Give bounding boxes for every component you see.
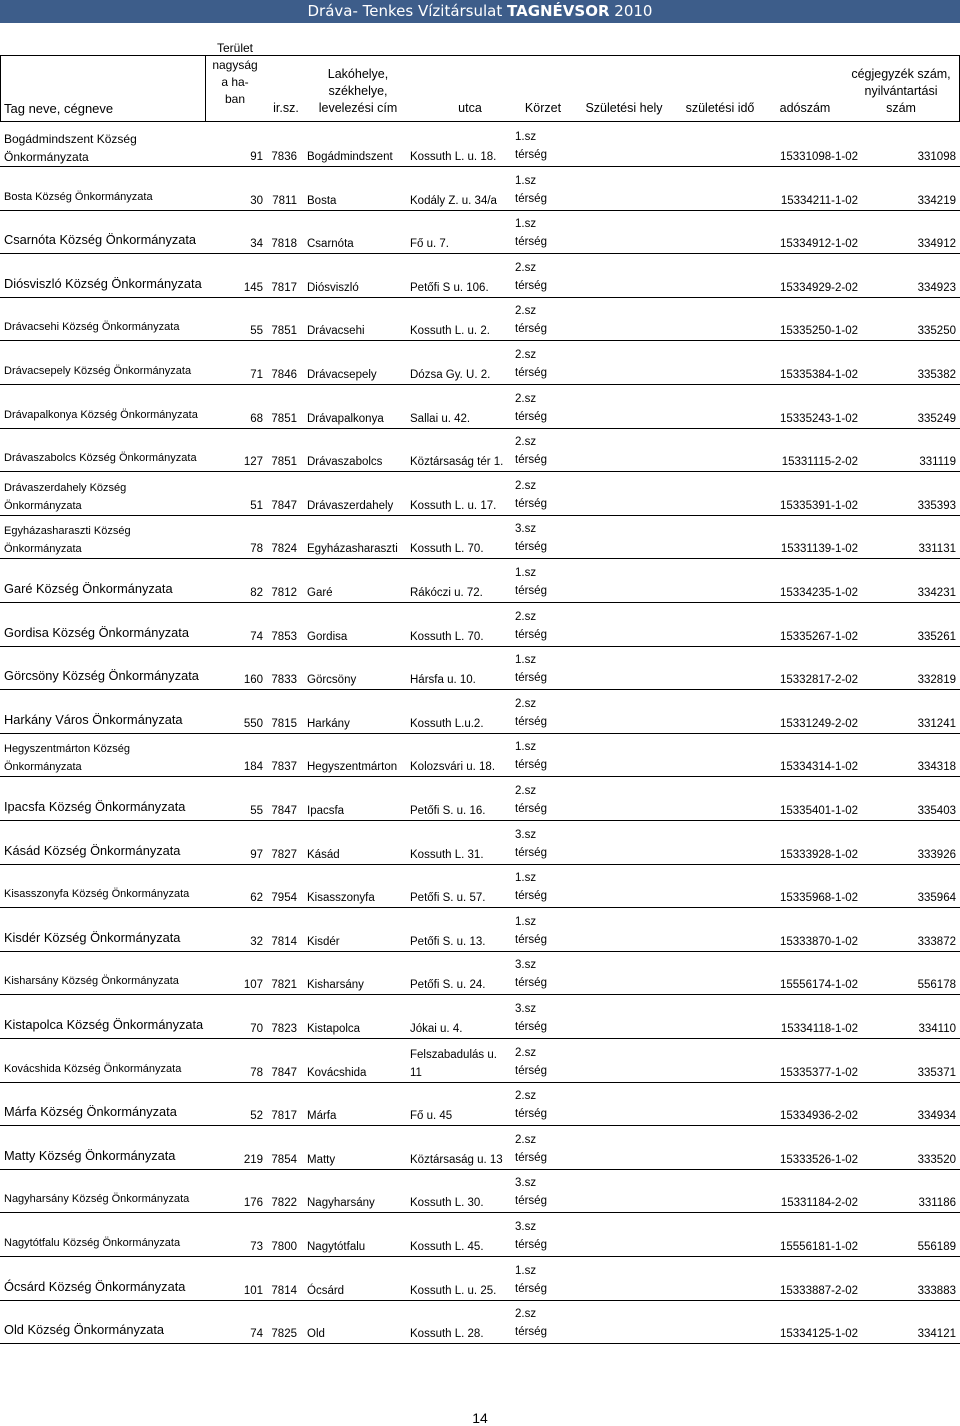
cell-street: Kossuth L.u.2. [410,717,484,730]
row-border [0,907,960,908]
cell-street: Köztársaság tér 1. [410,456,504,469]
cell-street: Hársfa u. 10. [410,674,476,687]
cell-zip: 7837 [271,761,297,774]
cell-street: Rákóczi u. 72. [410,587,483,599]
row-border [0,820,960,821]
cell-street: Petőfi S. u. 13. [410,935,486,948]
cell-city: Kisasszonyfa [307,892,375,905]
cell-city: Kisharsány [307,979,364,992]
cell-zip: 7833 [271,674,297,687]
cell-zip: 7814 [271,935,297,948]
table-row [0,649,960,693]
cell-street: Petőfi S. u. 57. [410,892,486,905]
cell-name: Márfa Község Önkormányzata [4,1104,177,1120]
cell-area: 74 [250,1328,263,1341]
cell-zip: 7851 [271,456,297,469]
cell-region: 1.sz térség [515,915,547,946]
cell-name: Drávacsepely Község Önkormányzata [4,365,192,377]
table-row [0,344,960,388]
row-border [0,1212,960,1213]
cell-corp: 334121 [917,1328,956,1341]
cell-street: Kossuth L. u. 2. [410,325,490,338]
cell-corp: 334923 [917,281,956,294]
table-row [0,562,960,606]
table-row [0,1216,960,1260]
cell-city: Hegyszentmárton [307,761,398,774]
cell-zip: 7821 [271,979,297,992]
table-row [0,213,960,257]
cell-city: Drávaszabolcs [307,456,383,469]
cell-name: Ócsárd Község Önkormányzata [4,1278,186,1294]
cell-area: 74 [250,630,263,643]
cell-name: Drávapalkonya Község Önkormányzata [4,408,198,421]
cell-region: 2.sz térség [515,785,547,815]
cell-corp: 334219 [917,194,956,207]
cell-corp: 335371 [917,1066,956,1079]
cell-zip: 7823 [271,1023,297,1035]
row-border [0,1125,960,1126]
cell-corp: 331131 [918,543,956,556]
cell-tax: 15335384-1-02 [779,369,858,381]
row-border [0,1343,960,1344]
table-row [0,431,960,475]
cell-city: Drávacsehi [307,325,365,338]
cell-city: Görcsöny [307,674,357,687]
header-region: Körzet [524,101,562,115]
cell-name: Diósviszló Község Önkormányzata [4,275,202,291]
cell-region: 3.sz térség [515,959,547,990]
cell-name: Görcsöny Község Önkormányzata [4,668,199,684]
header-tax: adószám [779,101,831,115]
cell-tax: 15333526-1-02 [779,1153,858,1166]
cell-corp: 332819 [917,674,956,687]
row-border [0,210,960,211]
row-border [0,384,960,385]
cell-street: Felszabadulás u. 11 [410,1048,497,1079]
cell-area: 91 [250,151,263,163]
cell-name: Matty Község Önkormányzata [4,1147,176,1163]
table-row [0,693,960,737]
cell-tax: 15334912-1-02 [779,238,858,251]
cell-name: Gordisa Község Önkormányzata [4,624,189,640]
cell-street: Fő u. 45 [410,1110,453,1123]
cell-name: Nagytótfalu Község Önkormányzata [4,1237,181,1249]
cell-region: 3.sz térség [515,523,547,554]
cell-corp: 335250 [917,325,956,338]
header-street: utca [458,101,482,115]
header-birthplace: Születési hely [585,101,663,115]
cell-zip: 7827 [271,848,297,861]
row-border [0,994,960,995]
cell-zip: 7800 [271,1241,297,1253]
cell-area: 73 [250,1241,263,1253]
cell-street: Petőfi S. u. 16. [410,805,486,817]
cell-zip: 7954 [271,892,297,905]
cell-street: Dózsa Gy. U. 2. [410,369,491,381]
cell-area: 62 [250,892,263,905]
header-divider-left [0,55,1,121]
table-row [0,1085,960,1129]
cell-name: Nagyharsány Község Önkormányzata [4,1193,190,1206]
cell-corp: 333872 [917,935,956,948]
cell-corp: 333926 [917,848,956,861]
cell-zip: 7846 [271,369,297,381]
cell-area: 127 [243,456,263,469]
cell-corp: 333520 [917,1153,956,1166]
cell-area: 176 [243,1197,263,1210]
cell-zip: 7836 [271,151,297,163]
cell-name: Harkány Város Önkormányzata [4,711,183,727]
cell-tax: 15334929-2-02 [779,281,858,294]
header-corp: cégjegyzék szám, nyilvántartási szám [851,67,951,115]
cell-area: 55 [250,325,263,338]
cell-region: 1.sz térség [515,1264,547,1295]
row-border [0,1038,960,1039]
cell-city: Kásád [307,848,340,861]
cell-street: Petőfi S u. 106. [410,281,489,294]
cell-tax: 15335243-1-02 [779,412,858,425]
cell-street: Petőfi S. u. 24. [410,979,486,992]
cell-region: 2.sz térség [515,479,547,510]
cell-city: Matty [307,1153,336,1166]
cell-city: Nagytótfalu [307,1241,366,1253]
cell-city: Drávapalkonya [307,412,384,425]
table-row [0,824,960,868]
cell-corp: 334318 [917,761,956,774]
cell-street: Sallai u. 42. [410,412,471,425]
row-border [0,471,960,472]
cell-name: Hegyszentmárton Község Önkormányzata [4,743,130,774]
banner-prefix: Dráva- Tenkes Vízitársulat [307,2,508,20]
cell-tax: 15331139-1-02 [780,543,858,556]
cell-name: Kisdér Község Önkormányzata [4,929,181,945]
table-row [0,170,960,214]
cell-corp: 333883 [917,1284,956,1297]
row-border [0,1300,960,1301]
table-row [0,126,960,170]
cell-street: Kossuth L. u. 18. [410,151,497,163]
cell-tax: 15335401-1-02 [779,805,858,817]
row-border [0,253,960,254]
cell-region: 2.sz térség [515,1133,547,1164]
cell-name: Kásád Község Önkormányzata [4,842,181,858]
cell-area: 71 [250,369,263,381]
cell-name: Garé Község Önkormányzata [4,581,173,596]
cell-tax: 15556174-1-02 [779,979,858,992]
row-border [0,1256,960,1257]
cell-name: Kisasszonyfa Község Önkormányzata [4,888,190,901]
cell-tax: 15335267-1-02 [779,630,858,643]
row-border [0,1169,960,1170]
cell-corp: 331119 [919,456,956,469]
cell-region: 1.sz térség [515,654,547,685]
row-border [0,1082,960,1083]
cell-tax: 15333887-2-02 [779,1284,858,1297]
table-row [0,257,960,301]
cell-tax: 15333928-1-02 [779,848,858,861]
header-zip: ir.sz. [273,101,299,115]
cell-area: 51 [250,499,263,512]
cell-name: Drávacsehi Község Önkormányzata [4,321,180,334]
table-row [0,606,960,650]
cell-area: 32 [250,935,263,948]
cell-street: Kossuth L. 70. [410,543,484,556]
row-border [0,428,960,429]
cell-name: Egyházasharaszti Község Önkormányzata [4,525,131,556]
cell-zip: 7847 [271,1066,297,1079]
cell-name: Csarnóta Község Önkormányzata [4,232,197,248]
cell-zip: 7814 [271,1284,297,1297]
cell-zip: 7824 [271,543,297,556]
table-row [0,911,960,955]
cell-tax: 15334125-1-02 [779,1328,858,1341]
cell-region: 2.sz térség [515,1046,547,1077]
cell-name: Kovácshida Község Önkormányzata [4,1062,182,1075]
cell-city: Kisdér [307,935,340,948]
cell-zip: 7811 [272,194,297,207]
cell-city: Csarnóta [307,238,354,251]
cell-tax: 15334118-1-02 [780,1023,858,1035]
cell-region: 2.sz térség [515,1308,547,1339]
cell-city: Márfa [307,1110,337,1123]
cell-street: Fő u. 7. [410,238,449,251]
table-row [0,1042,960,1086]
cell-region: 2.sz térség [515,349,547,379]
cell-corp: 556178 [917,979,956,992]
cell-area: 184 [243,761,263,774]
cell-area: 30 [250,194,263,207]
row-border [0,602,960,603]
cell-region: 3.sz térség [515,1177,547,1208]
cell-corp: 334934 [917,1110,956,1123]
cell-tax: 15331098-1-02 [779,151,858,163]
cell-area: 97 [250,848,263,861]
cell-region: 2.sz térség [515,697,547,728]
table-row [0,300,960,344]
row-border [0,951,960,952]
cell-region: 1.sz térség [515,174,547,205]
cell-city: Old [307,1328,325,1341]
table-row [0,518,960,562]
cell-name: Old Község Önkormányzata [4,1322,165,1338]
cell-area: 550 [243,717,263,730]
table-row [0,867,960,911]
cell-region: 1.sz térség [515,872,547,903]
cell-name: Drávaszerdahely Község Önkormányzata [4,481,127,512]
cell-zip: 7815 [271,717,297,730]
cell-zip: 7812 [271,587,297,599]
cell-name: Drávaszabolcs Község Önkormányzata [4,452,197,465]
cell-street: Kossuth L. 30. [410,1197,484,1210]
cell-tax: 15335377-1-02 [779,1066,858,1079]
table-row [0,1303,960,1347]
cell-name: Bosta Község Önkormányzata [4,190,153,203]
cell-area: 78 [250,1066,263,1079]
cell-region: 1.sz térség [515,741,547,772]
cell-name: Kisharsány Község Önkormányzata [4,975,179,988]
cell-region: 2.sz térség [515,261,547,292]
cell-zip: 7854 [271,1153,297,1166]
cell-corp: 335393 [917,499,956,512]
cell-city: Drávacsepely [307,369,377,381]
table-row [0,1129,960,1173]
cell-street: Köztársaság u. 13 [410,1153,503,1166]
cell-street: Kodály Z. u. 34/a [410,194,497,207]
row-border [0,340,960,341]
cell-corp: 334231 [917,587,956,599]
page-number: 14 [472,1410,488,1426]
cell-tax: 15334936-2-02 [779,1110,858,1123]
row-border [0,558,960,559]
cell-area: 107 [243,979,263,992]
cell-tax: 15335391-1-02 [779,499,858,512]
cell-region: 2.sz térség [515,305,547,336]
cell-street: Kolozsvári u. 18. [410,761,496,774]
cell-tax: 15334235-1-02 [779,587,858,599]
cell-zip: 7818 [271,238,297,251]
cell-name: Bogádmindszent Község Önkormányzata [4,132,137,164]
cell-city: Gordisa [307,630,348,643]
table-row [0,780,960,824]
cell-area: 219 [243,1153,263,1166]
cell-zip: 7851 [271,325,297,338]
row-border [0,776,960,777]
cell-tax: 15556181-1-02 [779,1241,858,1253]
banner-bold: TAGNÉVSOR [507,2,610,20]
table-row [0,998,960,1042]
table-row [0,1260,960,1304]
cell-region: 1.sz térség [515,218,547,249]
cell-city: Drávaszerdahely [307,499,394,512]
cell-corp: 335261 [917,630,956,643]
cell-area: 101 [243,1284,263,1297]
cell-city: Bosta [307,194,337,207]
cell-area: 34 [250,238,263,251]
cell-city: Kovácshida [307,1066,367,1079]
cell-tax: 15334211-1-02 [780,194,858,207]
cell-street: Kossuth L. 70. [410,630,484,643]
cell-corp: 335249 [917,412,956,425]
table-row [0,475,960,519]
cell-zip: 7853 [271,630,297,643]
row-border [0,689,960,690]
cell-region: 3.sz térség [515,1221,547,1251]
cell-zip: 7851 [271,412,297,425]
cell-name: Ipacsfa Község Önkormányzata [4,799,186,814]
cell-region: 1.sz térség [515,567,547,597]
cell-city: Ócsárd [307,1284,345,1297]
cell-street: Kossuth L. 31. [410,848,484,861]
cell-city: Nagyharsány [307,1197,375,1210]
cell-street: Kossuth L. u. 17. [410,499,497,512]
cell-street: Jókai u. 4. [410,1023,463,1035]
header-divider-area [205,55,206,121]
header-name: Tag neve, cégneve [4,101,114,116]
cell-zip: 7822 [271,1197,297,1210]
banner-suffix: 2010 [609,2,653,20]
cell-tax: 15331115-2-02 [781,456,858,469]
cell-tax: 15335250-1-02 [779,325,858,338]
cell-corp: 331186 [918,1197,956,1210]
cell-region: 2.sz térség [515,1090,547,1121]
cell-area: 160 [243,674,263,687]
cell-corp: 331241 [917,717,956,730]
cell-zip: 7825 [271,1328,297,1341]
cell-area: 55 [250,805,263,817]
header-bottom-border [0,121,960,122]
table-row [0,954,960,998]
cell-region: 1.sz térség [515,131,547,161]
cell-street: Kossuth L. 45. [410,1241,484,1253]
header-area: Terület nagyság a ha- ban [212,41,258,106]
cell-zip: 7817 [271,1110,297,1123]
cell-tax: 15333870-1-02 [779,935,858,948]
cell-city: Ipacsfa [307,805,345,817]
cell-region: 3.sz térség [515,828,547,859]
cell-region: 2.sz térség [515,392,547,423]
cell-tax: 15335968-1-02 [779,892,858,905]
cell-city: Harkány [307,717,350,730]
cell-region: 3.sz térség [515,1003,547,1033]
cell-city: Egyházasharaszti [307,543,398,556]
row-border [0,166,960,167]
cell-tax: 15334314-1-02 [779,761,858,774]
cell-area: 70 [250,1023,263,1035]
row-border [0,864,960,865]
cell-corp: 335964 [917,892,956,905]
cell-corp: 556189 [917,1241,956,1253]
cell-city: Garé [307,587,333,599]
cell-tax: 15331249-2-02 [779,717,858,730]
document-banner [0,0,960,23]
cell-corp: 331098 [917,151,956,163]
cell-city: Diósviszló [307,281,359,294]
cell-area: 82 [250,587,263,599]
cell-region: 2.sz térség [515,610,547,641]
cell-area: 52 [250,1110,263,1123]
cell-city: Kistapolca [307,1023,361,1035]
cell-corp: 334912 [917,238,956,251]
cell-corp: 335382 [917,369,956,381]
row-border [0,733,960,734]
row-border [0,297,960,298]
header-top-border [0,55,960,56]
row-border [0,646,960,647]
cell-area: 145 [243,281,263,294]
cell-name: Kistapolca Község Önkormányzata [4,1017,204,1032]
cell-area: 78 [250,543,263,556]
cell-tax: 15331184-2-02 [780,1197,858,1210]
cell-street: Kossuth L. u. 25. [410,1284,497,1297]
cell-street: Kossuth L. 28. [410,1328,484,1341]
cell-zip: 7847 [271,805,297,817]
cell-corp: 335403 [917,805,956,817]
cell-area: 68 [250,412,263,425]
cell-corp: 334110 [918,1023,956,1035]
header-city: Lakóhelye, székhelye, levelezési cím [318,67,398,115]
cell-tax: 15332817-2-02 [779,674,858,687]
cell-zip: 7817 [271,281,297,294]
cell-zip: 7847 [271,499,297,512]
table-row [0,736,960,780]
cell-region: 2.sz térség [515,436,547,467]
cell-city: Bogádmindszent [307,151,393,163]
table-row [0,1172,960,1216]
row-border [0,515,960,516]
header-birthdate: születési idő [685,101,755,115]
table-row [0,388,960,432]
